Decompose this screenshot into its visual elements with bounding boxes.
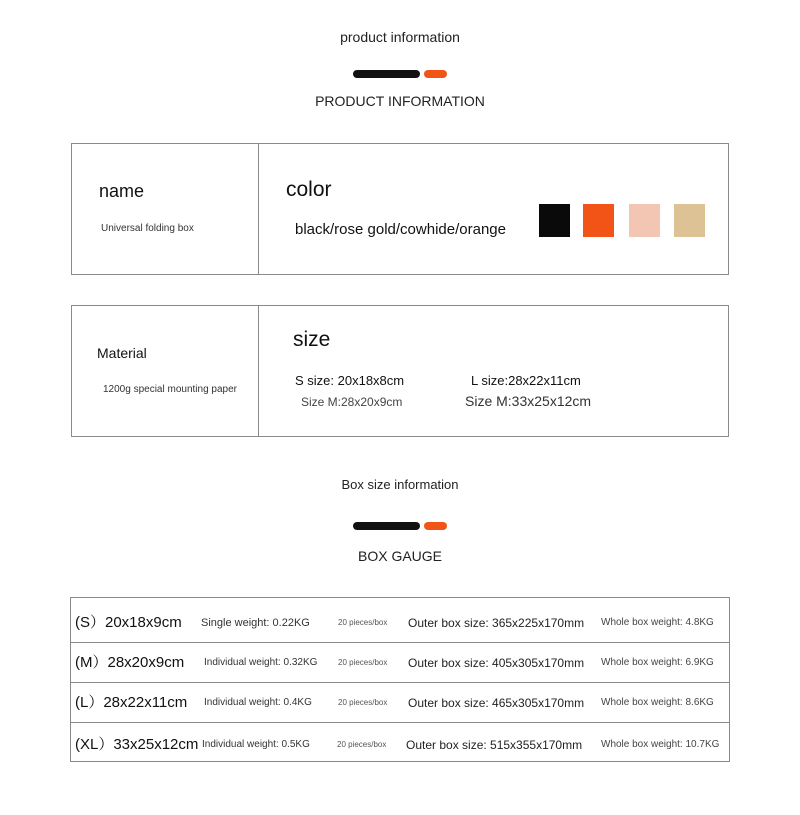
swatch-black (539, 204, 570, 237)
info-box-name-color (71, 143, 729, 275)
row-outer-size: Outer box size: 365x225x170mm (408, 616, 585, 630)
swatch-orange (583, 204, 614, 237)
row-weight: Individual weight: 0.32KG (204, 657, 318, 668)
name-label: name (99, 181, 145, 201)
table-row (71, 643, 729, 683)
section-subtitle-product-information: PRODUCT INFORMATION (315, 93, 485, 109)
swatch-rose-gold (629, 204, 660, 237)
row-outer-size: Outer box size: 465x305x170mm (408, 696, 585, 710)
size-label: size (293, 328, 331, 351)
color-label: color (286, 178, 332, 201)
row-size: (XL）33x25x12cm (75, 736, 199, 753)
swatch-cowhide (674, 204, 705, 237)
size-l: L size:28x22x11cm (471, 373, 581, 388)
size-s: S size: 20x18x8cm (295, 373, 405, 388)
row-weight: Single weight: 0.22KG (201, 617, 310, 629)
section-subtitle-box-gauge: BOX GAUGE (357, 548, 443, 564)
accent-bar-orange (424, 522, 447, 530)
info-box-material-size (71, 305, 729, 437)
row-pieces: 20 pieces/box (338, 698, 388, 707)
table-row (71, 683, 729, 723)
row-whole-weight: Whole box weight: 6.9KG (601, 657, 714, 668)
accent-bar-black (353, 522, 420, 530)
row-pieces: 20 pieces/box (338, 658, 388, 667)
row-pieces: 20 pieces/box (338, 618, 388, 627)
row-pieces: 20 pieces/box (337, 740, 387, 749)
section-title-box-size: Box size information (341, 477, 459, 492)
row-size: (S）20x18x9cm (75, 614, 182, 631)
row-whole-weight: Whole box weight: 4.8KG (601, 617, 714, 628)
table-row (71, 603, 729, 643)
row-whole-weight: Whole box weight: 8.6KG (601, 697, 714, 708)
color-value: black/rose gold/cowhide/orange (295, 221, 506, 238)
section-title-product-information: product information (340, 29, 460, 45)
row-weight: Individual weight: 0.5KG (202, 739, 310, 750)
name-value: Universal folding box (101, 223, 194, 234)
info-box-divider (258, 144, 259, 274)
material-value: 1200g special mounting paper (103, 384, 237, 395)
size-m-large: Size M:33x25x12cm (465, 393, 592, 409)
accent-bar-orange (424, 70, 447, 78)
row-size: (L）28x22x11cm (75, 694, 188, 711)
row-outer-size: Outer box size: 515x355x170mm (406, 738, 583, 752)
info-box-divider (258, 306, 259, 436)
table-row (71, 723, 729, 761)
material-label: Material (97, 345, 147, 361)
row-outer-size: Outer box size: 405x305x170mm (408, 656, 585, 670)
row-weight: Individual weight: 0.4KG (204, 697, 312, 708)
row-whole-weight: Whole box weight: 10.7KG (601, 739, 720, 750)
accent-bar-black (353, 70, 420, 78)
size-m-small: Size M:28x20x9cm (301, 395, 403, 409)
box-gauge-table (70, 597, 730, 762)
row-size: (M）28x20x9cm (75, 654, 185, 671)
